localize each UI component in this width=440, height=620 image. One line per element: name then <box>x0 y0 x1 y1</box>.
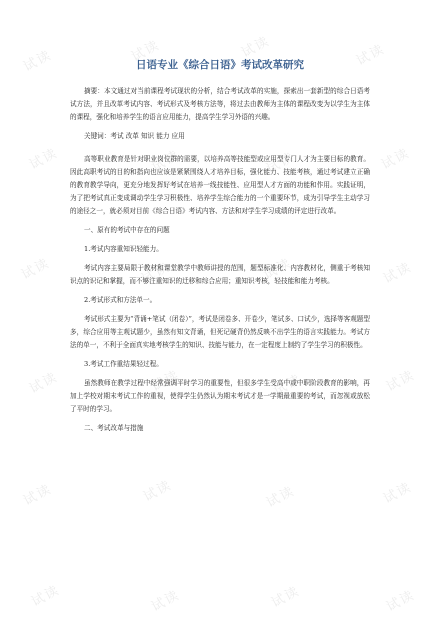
watermark-text: 试读 <box>381 259 415 287</box>
watermark-text: 试读 <box>139 259 173 287</box>
watermark-text: 试读 <box>21 47 55 75</box>
watermark-text: 试读 <box>269 583 303 611</box>
body-paragraph: 虽然教师在教学过程中经常强调平时学习的重要性，但很多学生受高中或中职阶段教育的影响，再加上学校对期末考试工作的重视，使得学生仍然认为期末考试才是一学期最重要的考试，而忽视或放松了平时的学习。 <box>70 379 370 413</box>
watermark-text: 试读 <box>384 587 418 615</box>
section-heading: 一、原有的考试中存在的问题 <box>84 226 170 234</box>
watermark-text: 试读 <box>27 145 61 173</box>
watermark-text: 试读 <box>261 255 295 283</box>
watermark-text: 试读 <box>271 371 305 399</box>
subsection-heading: 3.考试工作重结果轻过程。 <box>84 360 163 368</box>
subsection-heading: 2.考试形式和方法单一。 <box>84 296 157 304</box>
watermark-text: 试读 <box>264 483 298 511</box>
watermark-text: 试读 <box>149 147 183 175</box>
subsection-heading: 1.考试内容重知识轻能力。 <box>84 245 163 253</box>
watermark-text: 试读 <box>354 41 388 69</box>
watermark-text: 试读 <box>149 587 183 615</box>
section-heading: 二、考试改革与措施 <box>84 424 144 432</box>
watermark-text: 试读 <box>29 582 63 610</box>
watermark-text: 试读 <box>264 149 298 177</box>
watermark-text: 试读 <box>379 145 413 173</box>
watermark-text: 试读 <box>239 33 273 61</box>
intro-paragraph: 高等职业教育是针对职业岗位群的需要，以培养高等技能型或应用型专门人才为主要目标的教育。因此高职考试的目的和指向也应该是紧紧围绕人才培养目标，强化能力、技能考核，通过考试建立正确的教育教学导向，更充分地发挥好考试在培养一线技能性、应用型人才方面的功能和作用。实践证明，为了把考试真正变成调动学生学习积极性、培养学生综合能力的一个重要环节，成为引导学生主动学习的途径之一，就必须对目前《综合日语》考试内容、方法和对学生学习成绩的评定进行改革。 <box>70 155 370 215</box>
watermark-text: 试读 <box>384 367 418 395</box>
watermark-text: 试读 <box>21 481 55 509</box>
watermark-text: 试读 <box>19 255 53 283</box>
keywords-line: 关键词：考试 改革 知识 能力 应用 <box>84 132 185 140</box>
document-title: 日语专业《综合日语》考试改革研究 <box>136 59 304 71</box>
document-body <box>70 58 370 435</box>
body-paragraph: 考试内容主要局限于教材和课堂教学中教师讲授的范围，题型标准化、内容教材化，侧重于考核知识点的识记和掌握，而不够注重知识的迁移和综合应用；重知识考核，轻技能和能力考核。 <box>70 264 370 285</box>
watermark-text: 试读 <box>141 477 175 505</box>
watermark-text: 试读 <box>27 369 61 397</box>
watermark-text: 试读 <box>381 479 415 507</box>
watermark-text: 试读 <box>149 367 183 395</box>
abstract-paragraph: 摘要：本文通过对当前课程考试现状的分析，结合考试改革的实施，探索出一套新型的综合日语考试方法，并且改革考试内容、考试形式及考核方法等，将过去由教师为主体的课程改变为以学生为主体的课程，强化和培养学生的语言应用能力，提高学生学习外语的兴趣。 <box>70 87 370 121</box>
body-paragraph: 考试形式主要为“背诵+笔试（闭卷）”，考试是闭卷多、开卷少，笔试多、口试少，选择等客观题型多，综合应用等主观试题少，虽然有知文背诵，但死记硬背仍然反映不出学生的语言实践能力。考试方法的单一，不利于全面真实地考核学生的知识、技能与能力，在一定程度上制约了学生学习的积极性。 <box>70 315 370 349</box>
watermark-text: 试读 <box>129 37 163 65</box>
